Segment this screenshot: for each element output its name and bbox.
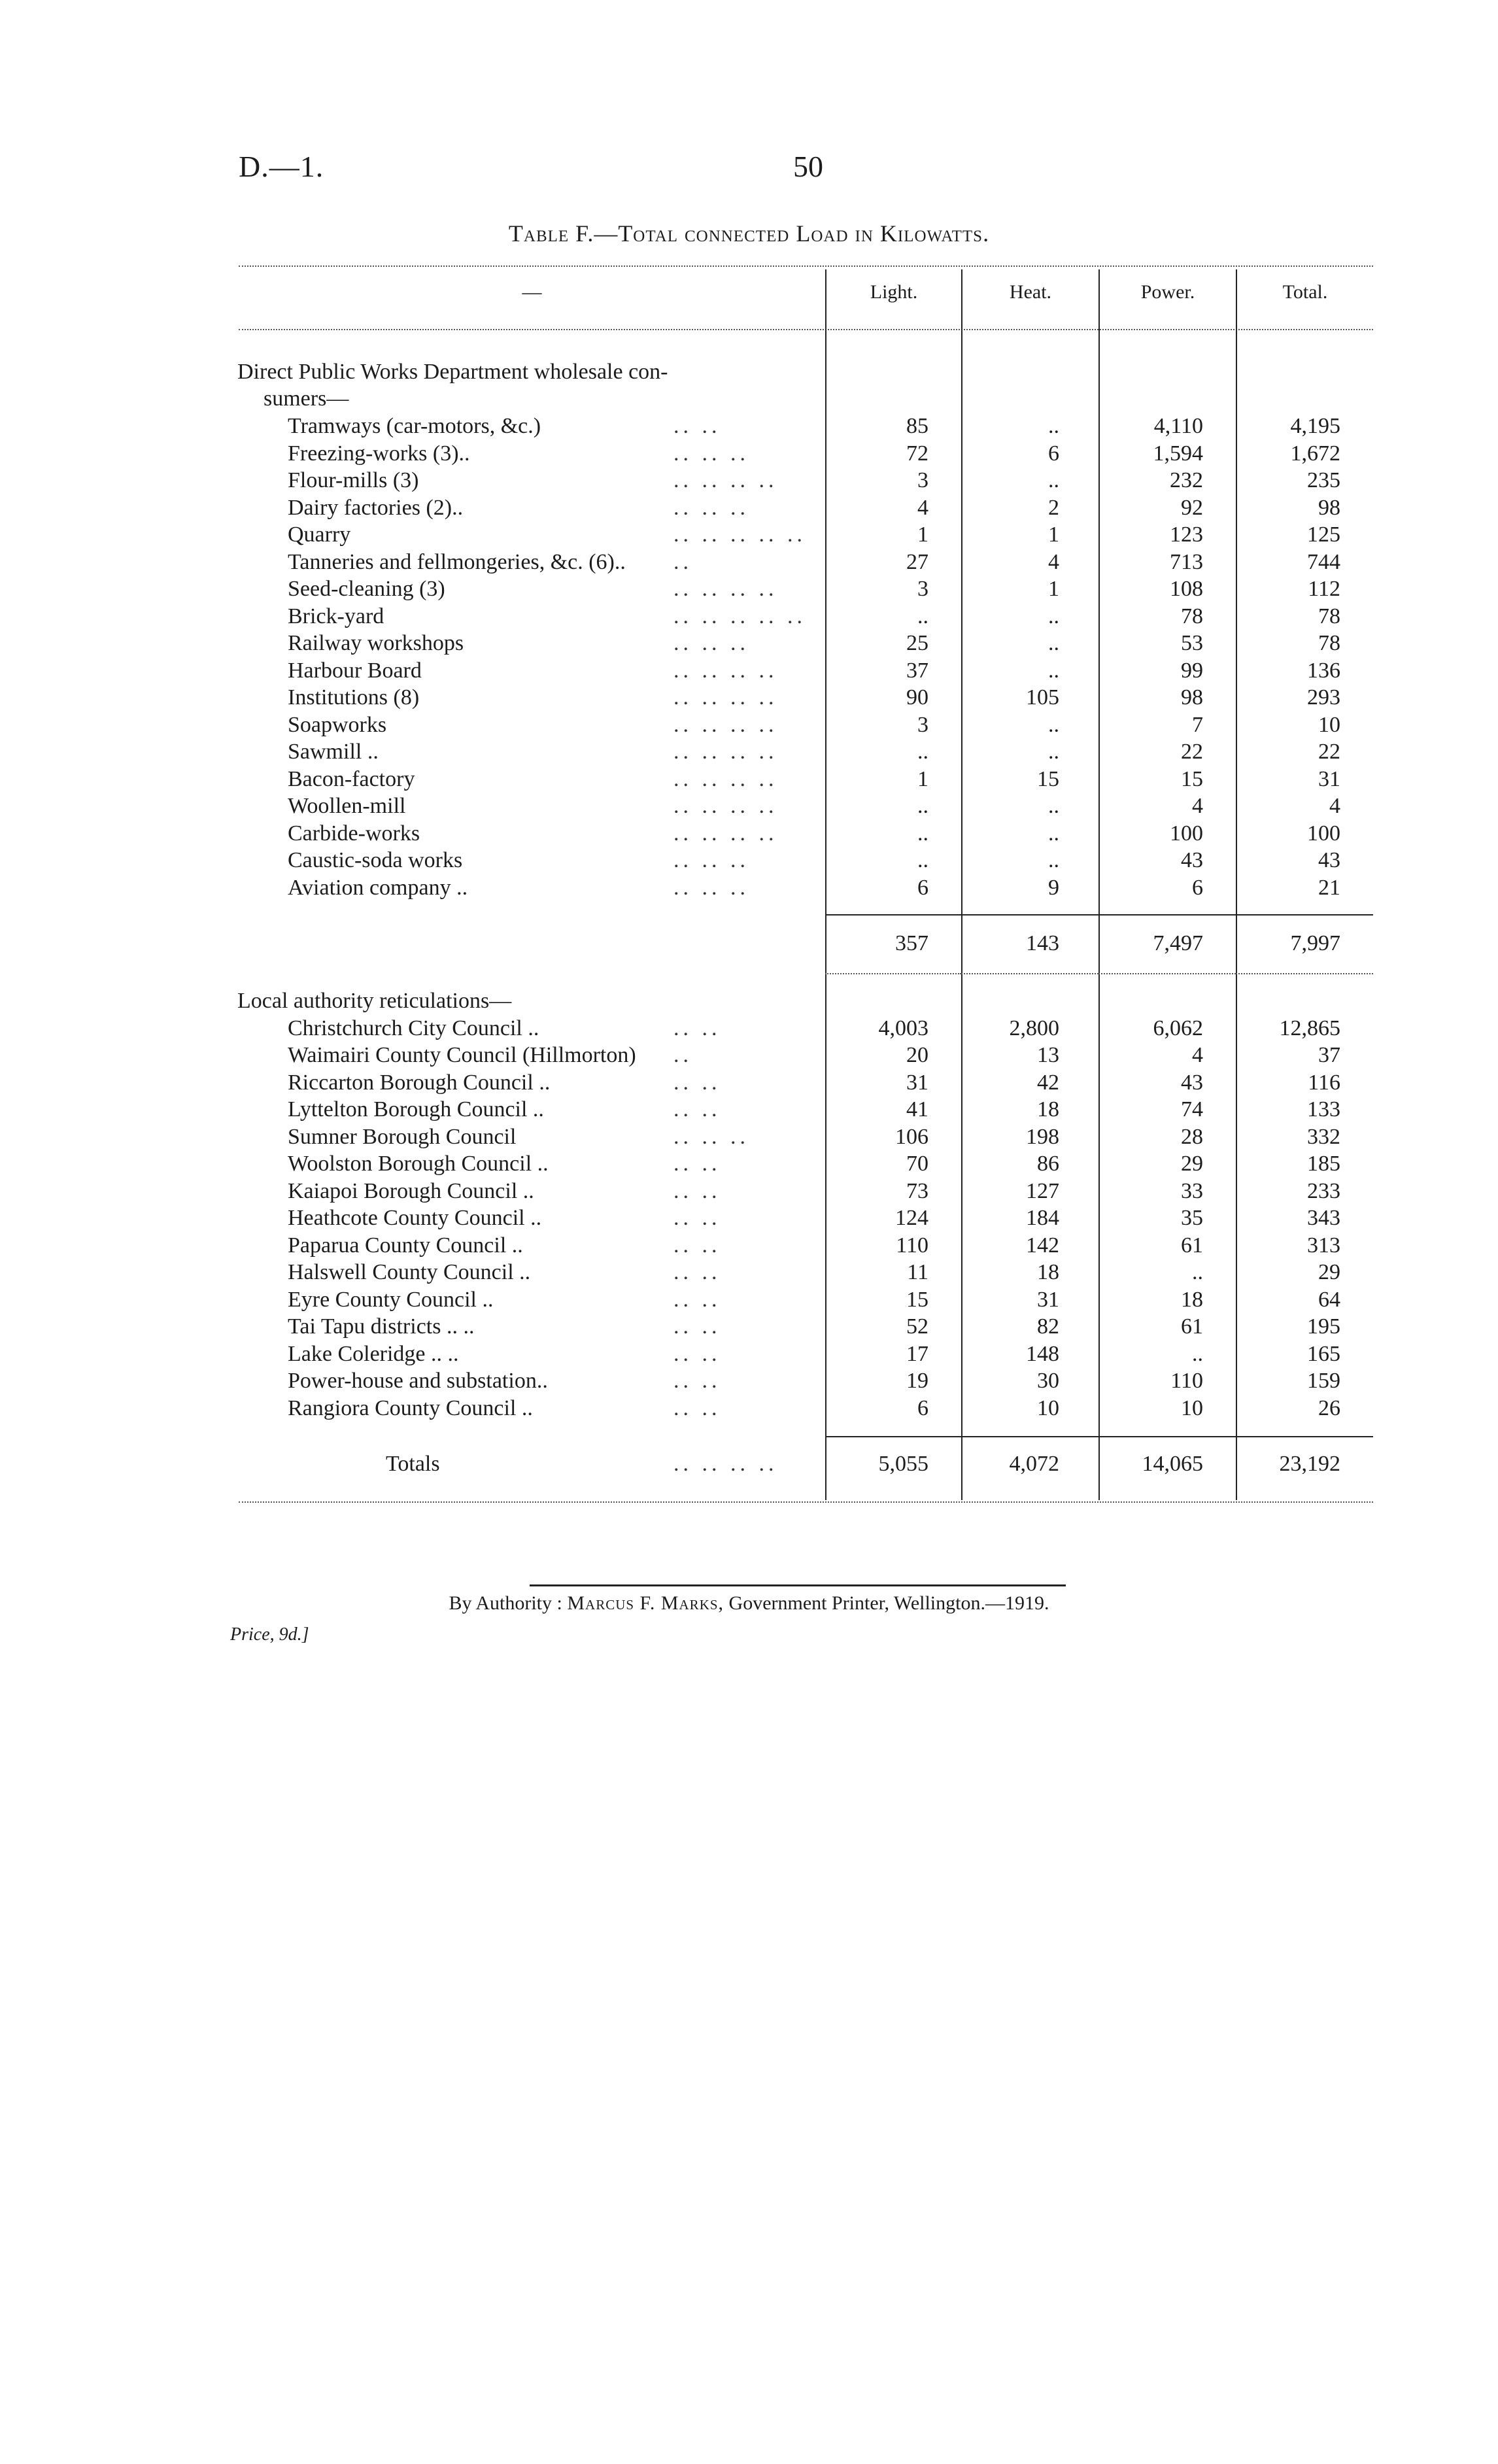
- total-value: 4,195: [1290, 414, 1340, 438]
- total-value: 23,192: [1279, 1452, 1340, 1476]
- subtotal-bottom-rule: [825, 973, 961, 974]
- power-value: 61: [1181, 1233, 1203, 1258]
- leader-dots: .. ..: [673, 1178, 721, 1203]
- table-row: [0, 521, 1498, 548]
- light-value: 1: [917, 766, 928, 791]
- leader-dots: .. ..: [673, 1314, 721, 1339]
- light-value: ..: [917, 821, 928, 846]
- heat-value: 6: [1048, 441, 1059, 466]
- heat-value: 142: [1026, 1233, 1059, 1258]
- light-value: ..: [917, 848, 928, 872]
- total-value: 98: [1318, 495, 1340, 520]
- heat-value: ..: [1048, 658, 1059, 683]
- row-label: Aviation company ..: [288, 875, 468, 900]
- row-label: Heathcote County Council ..: [288, 1206, 542, 1230]
- column-header-power: Power.: [1140, 281, 1195, 303]
- light-value: 5,055: [878, 1452, 928, 1476]
- leader-dots: .. .. .. ..: [673, 766, 778, 791]
- power-value: 74: [1181, 1097, 1203, 1121]
- table-row: [0, 1096, 1498, 1123]
- heat-value: 148: [1026, 1341, 1059, 1366]
- row-label: Paparua County Council ..: [288, 1233, 523, 1258]
- leader-dots: .. ..: [673, 414, 721, 438]
- column-header-heat: Heat.: [1009, 281, 1052, 303]
- section-heading-direct: [0, 358, 1498, 385]
- subtotal-bottom-rule: [1098, 973, 1236, 974]
- heat-value: 198: [1026, 1124, 1059, 1149]
- subtotal-total: 7,997: [1290, 931, 1340, 955]
- leader-dots: ..: [673, 549, 692, 574]
- power-value: 4,110: [1153, 414, 1203, 438]
- heat-value: 30: [1037, 1369, 1059, 1393]
- power-value: 7: [1192, 712, 1203, 737]
- table-row: [0, 494, 1498, 521]
- leader-dots: .. .. .. ..: [673, 821, 778, 846]
- row-label: Christchurch City Council ..: [288, 1016, 539, 1040]
- power-value: 98: [1181, 685, 1203, 710]
- heat-value: ..: [1048, 468, 1059, 492]
- row-label: Sawmill ..: [288, 740, 379, 764]
- light-value: 106: [895, 1124, 928, 1149]
- leader-dots: .. .. .. ..: [673, 712, 778, 737]
- row-label: Lyttelton Borough Council ..: [288, 1097, 544, 1121]
- heat-value: 1: [1048, 577, 1059, 601]
- power-value: 33: [1181, 1178, 1203, 1203]
- power-value: 43: [1181, 848, 1203, 872]
- total-value: 22: [1318, 740, 1340, 764]
- light-value: 20: [906, 1043, 928, 1067]
- heat-value: 31: [1037, 1287, 1059, 1312]
- table-row: [0, 684, 1498, 711]
- power-value: 4: [1192, 794, 1203, 818]
- light-value: 73: [906, 1178, 928, 1203]
- total-value: 343: [1307, 1206, 1340, 1230]
- leader-dots: .. ..: [673, 1395, 721, 1420]
- total-value: 112: [1308, 577, 1340, 601]
- heat-value: ..: [1048, 740, 1059, 764]
- leader-dots: .. .. .. ..: [673, 740, 778, 764]
- totals-row: [0, 1450, 1498, 1477]
- leader-dots: .. .. .. ..: [673, 794, 778, 818]
- total-value: 10: [1318, 712, 1340, 737]
- leader-dots: ..: [673, 1043, 692, 1067]
- power-value: 78: [1181, 604, 1203, 628]
- power-value: 6,062: [1153, 1016, 1203, 1040]
- power-value: 10: [1181, 1395, 1203, 1420]
- row-label: Quarry: [288, 522, 351, 547]
- subtotal-heat: 143: [1026, 931, 1059, 955]
- light-value: 37: [906, 658, 928, 683]
- total-value: 233: [1307, 1178, 1340, 1203]
- row-label: Totals: [386, 1452, 440, 1476]
- row-label: Tai Tapu districts .. ..: [288, 1314, 475, 1339]
- column-header-total: Total.: [1282, 281, 1328, 303]
- row-label: Bacon-factory: [288, 766, 415, 791]
- light-value: 6: [917, 1395, 928, 1420]
- power-value: ..: [1192, 1341, 1203, 1366]
- light-value: ..: [917, 604, 928, 628]
- leader-dots: .. .. ..: [673, 875, 749, 900]
- total-value: 1,672: [1290, 441, 1340, 466]
- total-value: 165: [1307, 1341, 1340, 1366]
- table-row: [0, 467, 1498, 494]
- total-value: 744: [1307, 549, 1340, 574]
- row-label: Eyre County Council ..: [288, 1287, 494, 1312]
- light-value: 15: [906, 1287, 928, 1312]
- row-label: Lake Coleridge .. ..: [288, 1341, 459, 1366]
- light-value: 3: [917, 712, 928, 737]
- leader-dots: .. .. .. ..: [673, 1452, 778, 1476]
- light-value: 52: [906, 1314, 928, 1339]
- table-row: [0, 820, 1498, 847]
- total-value: 21: [1318, 875, 1340, 900]
- table-row: [0, 1069, 1498, 1096]
- document-reference: D.—1.: [239, 150, 324, 183]
- leader-dots: .. .. ..: [673, 495, 749, 520]
- light-value: 25: [906, 631, 928, 655]
- power-value: 108: [1170, 577, 1203, 601]
- leader-dots: .. .. .. .. ..: [673, 522, 806, 547]
- total-value: 116: [1308, 1070, 1340, 1095]
- section-heading-direct-line1: Direct Public Works Department wholesale con-: [237, 360, 668, 384]
- power-value: 110: [1170, 1369, 1203, 1393]
- table-row: [0, 766, 1498, 793]
- leader-dots: .. .. .. ..: [673, 577, 778, 601]
- heat-value: ..: [1048, 712, 1059, 737]
- light-value: 85: [906, 414, 928, 438]
- totals-rule: [825, 1436, 1373, 1437]
- heat-value: 86: [1037, 1152, 1059, 1176]
- table-row: [0, 1395, 1498, 1422]
- table-row: [0, 1313, 1498, 1340]
- leader-dots: .. ..: [673, 1016, 721, 1040]
- light-value: 3: [917, 577, 928, 601]
- table-row: [0, 738, 1498, 765]
- heat-value: 9: [1048, 875, 1059, 900]
- heat-value: 10: [1037, 1395, 1059, 1420]
- heat-value: 4: [1048, 549, 1059, 574]
- row-label: Halswell County Council ..: [288, 1260, 531, 1284]
- heat-value: ..: [1048, 794, 1059, 818]
- leader-dots: .. ..: [673, 1287, 721, 1312]
- heat-value: 82: [1037, 1314, 1059, 1339]
- light-value: 70: [906, 1152, 928, 1176]
- power-value: 53: [1181, 631, 1203, 655]
- row-label: Rangiora County Council ..: [288, 1395, 533, 1420]
- light-value: 6: [917, 875, 928, 900]
- light-value: 4: [917, 495, 928, 520]
- row-label: Woollen-mill: [288, 794, 406, 818]
- leader-dots: .. ..: [673, 1152, 721, 1176]
- total-value: 100: [1307, 821, 1340, 846]
- heat-value: 42: [1037, 1070, 1059, 1095]
- power-value: 43: [1181, 1070, 1203, 1095]
- row-label: Soapworks: [288, 712, 387, 737]
- total-value: 159: [1307, 1369, 1340, 1393]
- power-value: 14,065: [1142, 1452, 1203, 1476]
- table-bottom-rule: [239, 1501, 1373, 1503]
- section-heading-local: [0, 987, 1498, 1014]
- page-number: 50: [793, 150, 823, 183]
- row-label: Tanneries and fellmongeries, &c. (6)..: [288, 549, 626, 574]
- light-value: 90: [906, 685, 928, 710]
- light-value: 72: [906, 441, 928, 466]
- light-value: 17: [906, 1341, 928, 1366]
- table-row: [0, 1205, 1498, 1231]
- heat-value: ..: [1048, 414, 1059, 438]
- table-row: [0, 1178, 1498, 1205]
- table-row: [0, 575, 1498, 602]
- subtotal-bottom-rule: [961, 973, 1098, 974]
- subtotal-rule: [961, 914, 1098, 915]
- light-value: 3: [917, 468, 928, 492]
- power-value: ..: [1192, 1260, 1203, 1284]
- row-label: Power-house and substation..: [288, 1369, 548, 1393]
- power-value: 92: [1181, 495, 1203, 520]
- row-label: Caustic-soda works: [288, 848, 463, 872]
- table-row: [0, 1286, 1498, 1313]
- row-label: Sumner Borough Council: [288, 1124, 517, 1149]
- power-value: 1,594: [1153, 441, 1203, 466]
- power-value: 35: [1181, 1206, 1203, 1230]
- leader-dots: .. ..: [673, 1097, 721, 1121]
- leader-dots: .. .. ..: [673, 848, 749, 872]
- power-value: 713: [1170, 549, 1203, 574]
- power-value: 4: [1192, 1043, 1203, 1067]
- row-label: Flour-mills (3): [288, 468, 419, 492]
- table-row: [0, 711, 1498, 738]
- total-value: 332: [1307, 1124, 1340, 1149]
- light-value: 1: [917, 522, 928, 547]
- imprint-suffix: Government Printer, Wellington.—1919.: [728, 1592, 1049, 1614]
- heat-value: 127: [1026, 1178, 1059, 1203]
- row-label: Kaiapoi Borough Council ..: [288, 1178, 534, 1203]
- subtotal-rule: [1236, 914, 1373, 915]
- row-label: Seed-cleaning (3): [288, 577, 445, 601]
- light-value: 27: [906, 549, 928, 574]
- heat-value: 18: [1037, 1260, 1059, 1284]
- power-value: 232: [1170, 468, 1203, 492]
- row-label: Woolston Borough Council ..: [288, 1152, 549, 1176]
- total-value: 64: [1318, 1287, 1340, 1312]
- total-value: 12,865: [1279, 1016, 1340, 1040]
- heat-value: 184: [1026, 1206, 1059, 1230]
- power-value: 61: [1181, 1314, 1203, 1339]
- heat-value: 2,800: [1009, 1016, 1059, 1040]
- leader-dots: .. ..: [673, 1369, 721, 1393]
- price-note: Price, 9d.]: [230, 1624, 309, 1645]
- total-value: 78: [1318, 631, 1340, 655]
- column-header-stub: —: [522, 281, 542, 303]
- imprint-rule: [530, 1584, 1066, 1586]
- row-label: Tramways (car-motors, &c.): [288, 414, 541, 438]
- table-row: [0, 1232, 1498, 1259]
- total-value: 293: [1307, 685, 1340, 710]
- heat-value: ..: [1048, 821, 1059, 846]
- row-label: Dairy factories (2)..: [288, 495, 464, 520]
- light-value: 11: [907, 1260, 928, 1284]
- total-value: 195: [1307, 1314, 1340, 1339]
- heat-value: 2: [1048, 495, 1059, 520]
- table-row: [0, 1259, 1498, 1286]
- power-value: 123: [1170, 522, 1203, 547]
- leader-dots: .. .. ..: [673, 631, 749, 655]
- table-title: Table F.—Total connected Load in Kilowatts.: [508, 220, 990, 247]
- table-row: [0, 1341, 1498, 1367]
- table-row: [0, 549, 1498, 575]
- subtotal-bottom-rule: [1236, 973, 1373, 974]
- row-label: Freezing-works (3)..: [288, 441, 470, 466]
- power-value: 6: [1192, 875, 1203, 900]
- heat-value: 105: [1026, 685, 1059, 710]
- total-value: 43: [1318, 848, 1340, 872]
- subtotal-light: 357: [895, 931, 928, 955]
- light-value: ..: [917, 740, 928, 764]
- section-heading-direct-line2: sumers—: [264, 386, 349, 411]
- total-value: 31: [1318, 766, 1340, 791]
- leader-dots: .. .. .. ..: [673, 658, 778, 683]
- row-label: Brick-yard: [288, 604, 384, 628]
- total-value: 26: [1318, 1395, 1340, 1420]
- heat-value: ..: [1048, 604, 1059, 628]
- table-row: [0, 413, 1498, 439]
- section-heading-direct-continuation: [0, 385, 1498, 412]
- light-value: 4,003: [878, 1016, 928, 1040]
- total-value: 4: [1329, 794, 1340, 818]
- table-row: [0, 847, 1498, 874]
- table-row: [0, 1150, 1498, 1177]
- leader-dots: .. .. ..: [673, 1124, 749, 1149]
- table-row: [0, 1123, 1498, 1150]
- subtotal-values: [0, 930, 1498, 957]
- leader-dots: .. ..: [673, 1070, 721, 1095]
- row-label: Harbour Board: [288, 658, 422, 683]
- total-value: 133: [1307, 1097, 1340, 1121]
- light-value: ..: [917, 794, 928, 818]
- imprint-prefix: By Authority :: [449, 1592, 562, 1614]
- leader-dots: .. .. .. .. ..: [673, 604, 806, 628]
- light-value: 19: [906, 1369, 928, 1393]
- total-value: 313: [1307, 1233, 1340, 1258]
- power-value: 99: [1181, 658, 1203, 683]
- table-row: [0, 874, 1498, 901]
- row-label: Riccarton Borough Council ..: [288, 1070, 551, 1095]
- table-row: [0, 630, 1498, 657]
- total-value: 235: [1307, 468, 1340, 492]
- row-label: Railway workshops: [288, 631, 464, 655]
- row-label: Carbide-works: [288, 821, 420, 846]
- leader-dots: .. ..: [673, 1341, 721, 1366]
- total-value: 29: [1318, 1260, 1340, 1284]
- power-value: 22: [1181, 740, 1203, 764]
- printer-name: Marcus F. Marks,: [567, 1592, 724, 1614]
- section-heading-local-label: Local authority reticulations—: [237, 989, 512, 1013]
- subtotal-rule: [825, 914, 961, 915]
- heat-value: 15: [1037, 766, 1059, 791]
- leader-dots: .. ..: [673, 1260, 721, 1284]
- leader-dots: .. .. .. ..: [673, 685, 778, 710]
- heat-value: 1: [1048, 522, 1059, 547]
- light-value: 110: [896, 1233, 928, 1258]
- table-row: [0, 1042, 1498, 1069]
- leader-dots: .. .. .. ..: [673, 468, 778, 492]
- leader-dots: .. .. ..: [673, 441, 749, 466]
- leader-dots: .. ..: [673, 1233, 721, 1258]
- power-value: 15: [1181, 766, 1203, 791]
- table-row: [0, 1367, 1498, 1394]
- row-label: Waimairi County Council (Hillmorton): [288, 1043, 636, 1067]
- power-value: 100: [1170, 821, 1203, 846]
- total-value: 37: [1318, 1043, 1340, 1067]
- table-row: [0, 657, 1498, 684]
- subtotal-power: 7,497: [1153, 931, 1203, 955]
- subtotal-rule: [1098, 914, 1236, 915]
- power-value: 18: [1181, 1287, 1203, 1312]
- light-value: 31: [906, 1070, 928, 1095]
- leader-dots: .. ..: [673, 1206, 721, 1230]
- total-value: 136: [1307, 658, 1340, 683]
- column-header-light: Light.: [870, 281, 918, 303]
- total-value: 78: [1318, 604, 1340, 628]
- table-row: [0, 1015, 1498, 1042]
- power-value: 29: [1181, 1152, 1203, 1176]
- light-value: 41: [906, 1097, 928, 1121]
- heat-value: 4,072: [1009, 1452, 1059, 1476]
- total-value: 185: [1307, 1152, 1340, 1176]
- power-value: 28: [1181, 1124, 1203, 1149]
- heat-value: ..: [1048, 631, 1059, 655]
- heat-value: 18: [1037, 1097, 1059, 1121]
- table-row: [0, 440, 1498, 467]
- heat-value: ..: [1048, 848, 1059, 872]
- table-row: [0, 793, 1498, 819]
- row-label: Institutions (8): [288, 685, 420, 710]
- heat-value: 13: [1037, 1043, 1059, 1067]
- table-row: [0, 603, 1498, 630]
- light-value: 124: [895, 1206, 928, 1230]
- total-value: 125: [1307, 522, 1340, 547]
- printer-imprint: [0, 1592, 1498, 1615]
